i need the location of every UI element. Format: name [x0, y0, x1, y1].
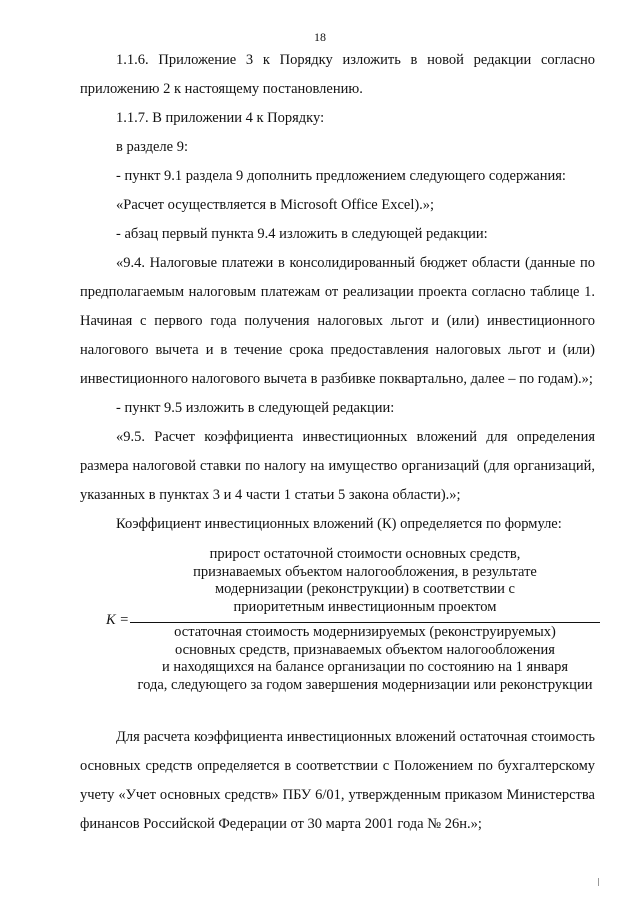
scan-mark [598, 878, 599, 886]
closing-text [80, 723, 595, 839]
formula-lhs: К = [106, 612, 130, 628]
paragraph-item-9-1: - пункт 9.1 раздела 9 дополнить предложением следующего содержания: [116, 168, 566, 184]
paragraph-item-9-5-intro: - пункт 9.5 изложить в следующей редакции: [116, 400, 395, 416]
denominator-line: года, следующего за годом завершения модернизации или реконструкции [137, 676, 593, 693]
denominator-line: основных средств, признаваемых объектом налогообложения [175, 641, 555, 658]
fraction-bar [130, 622, 600, 623]
paragraph-item-9-5: «9.5. Расчет коэффициента инвестиционных вложений для определения размера налоговой ставки по налогу на имущество организаций (для организаций, указанных в пунктах 3 и 4 части 1 статьи 5 закона области).»; [80, 429, 595, 503]
formula-k [80, 546, 600, 696]
paragraph-1-1-7: 1.1.7. В приложении 4 к Порядку: [116, 110, 325, 126]
numerator-line: приоритетным инвестиционным проектом [233, 598, 497, 615]
paragraph-item-9-4-intro: - абзац первый пункта 9.4 изложить в следующей редакции: [116, 226, 488, 242]
paragraph-excel-quote: «Расчет осуществляется в Microsoft Office Excel).»; [116, 197, 435, 213]
body-text [80, 46, 595, 539]
paragraph-closing: Для расчета коэффициента инвестиционных вложений остаточная стоимость основных средств определяется в соответствии с Положением по бухгалтерскому учету «Учет основных средств» ПБУ 6/01, утвержденным приказом Министерства финансов Российской Федерации от 30 марта 2001 года № 26н.»; [80, 729, 595, 832]
numerator-line: прирост остаточной стоимости основных средств, [209, 546, 521, 562]
denominator-line: и находящихся на балансе организации по состоянию на 1 января [162, 659, 568, 675]
denominator-line: остаточная стоимость модернизируемых (реконструируемых) [174, 624, 556, 640]
numerator-line: модернизации (реконструкции) в соответствии с [215, 581, 515, 597]
paragraph-1-1-6: 1.1.6. Приложение 3 к Порядку изложить в новой редакции согласно приложению 2 к настоящему постановлению. [80, 52, 595, 97]
numerator-line: признаваемых объектом налогообложения, в результате [193, 563, 537, 580]
formula-numerator [130, 546, 600, 616]
paragraph-item-9-4: «9.4. Налоговые платежи в консолидированный бюджет области (данные по предполагаемым налоговым платежам от реализации проекта согласно таблице 1. Начиная с первого года получения налоговых льгот и (или) инвестиционного налогового вычета и в течение срока предоставления налоговых льгот и (или) инвестиционного налогового вычета в разбивке поквартально, далее – по годам).»; [80, 255, 595, 387]
page-number: 18 [314, 30, 326, 44]
formula-denominator [130, 624, 600, 694]
paragraph-section-9: в разделе 9: [116, 139, 189, 155]
paragraph-formula-intro: Коэффициент инвестиционных вложений (К) определяется по формуле: [116, 516, 562, 532]
